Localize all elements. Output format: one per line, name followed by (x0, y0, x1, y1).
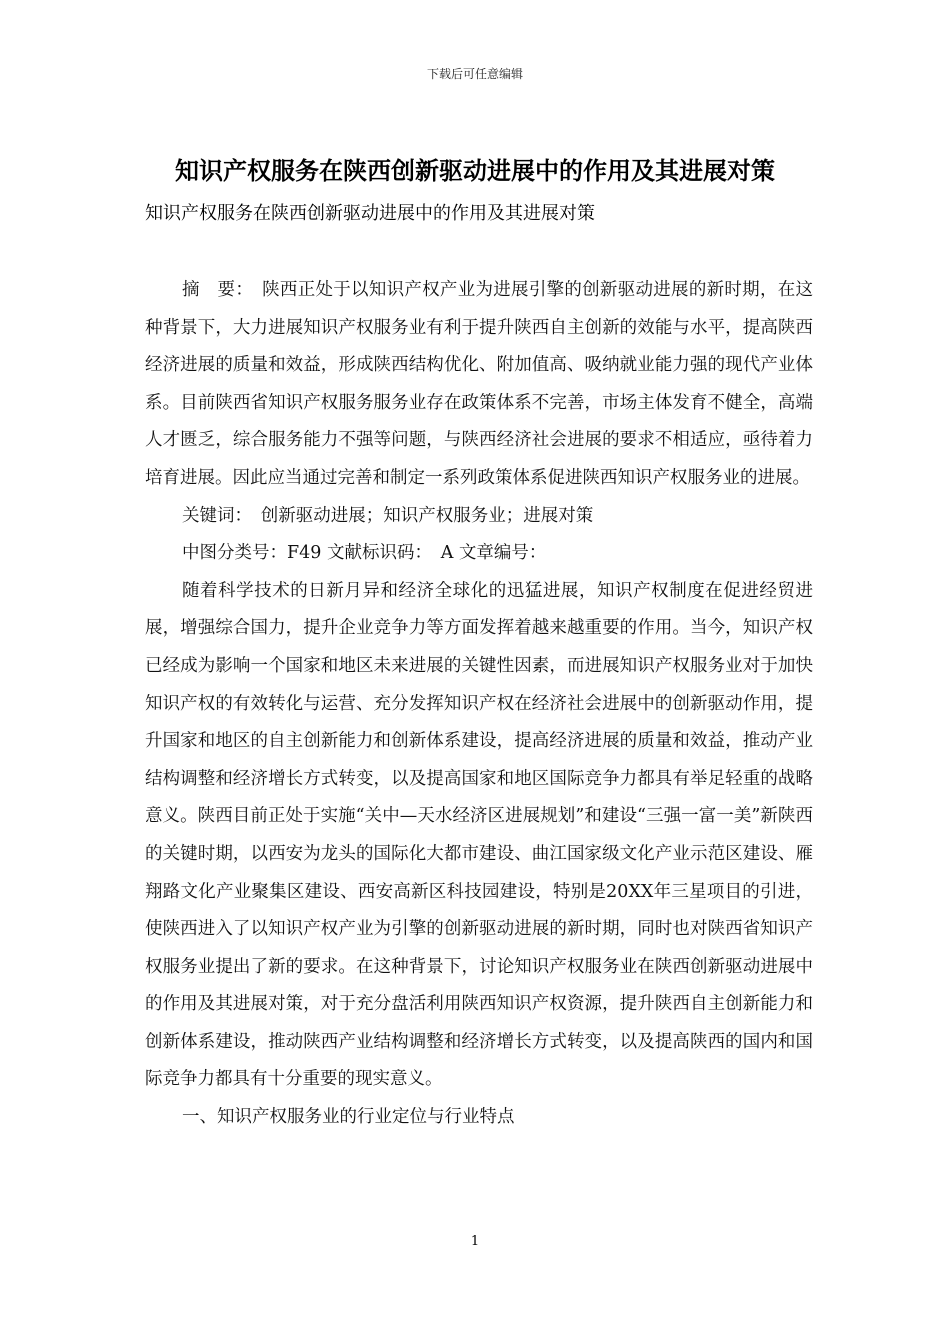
document-subtitle: 知识产权服务在陕西创新驱动进展中的作用及其进展对策 (145, 203, 595, 224)
keywords-line: 关键词： 创新驱动进展；知识产权服务业；进展对策 (182, 505, 594, 526)
body-paragraph: 随着科学技术的日新月异和经济全球化的迅猛进展，知识产权制度在促进经贸进展，增强综合国力，提升企业竞争力等方面发挥着越来越重要的作用。当今，知识产权已经成为影响一个国家和地区未来进展的关键性因素，而进展知识产权服务业对于加快知识产权的有效转化与运营、充分发挥知识产权在经济社会进展中的创新驱动作用，提升国家和地区的自主创新能力和创新体系建设，提高经济进展的质量和效益，推动产业结构调整和经济增长方式转变，以及提高国家和地区国际竞争力都具有举足轻重的战略意义。陕西目前正处于实施“关中—天水经济区进展规划”和建设“三强一富一美”新陕西的关键时期，以西安为龙头的国际化大都市建设、曲江国家级文化产业示范区建设、雁翔路文化产业聚集区建设、西安高新区科技园建设，特别是20XX年三星项目的引进，使陕西进入了以知识产权产业为引擎的创新驱动进展的新时期，同时也对陕西省知识产权服务业提出了新的要求。在这种背景下，讨论知识产权服务业在陕西创新驱动进展中的作用及其进展对策，对于充分盘活利用陕西知识产权资源，提升陕西自主创新能力和创新体系建设，推动陕西产业结构调整和经济增长方式转变，以及提高陕西的国内和国际竞争力都具有十分重要的现实意义。 (145, 580, 813, 1090)
page-number: 1 (470, 1234, 480, 1249)
header-note: 下载后可任意编辑 (426, 67, 523, 81)
document-title: 知识产权服务在陕西创新驱动进展中的作用及其进展对策 (175, 157, 775, 185)
classification-line: 中图分类号：F49 文献标识码： A 文章编号： (182, 543, 547, 564)
document-body (145, 272, 813, 1137)
abstract-paragraph: 摘 要： 陕西正处于以知识产权产业为进展引擎的创新驱动进展的新时期，在这种背景下，大力进展知识产权服务业有利于提升陕西自主创新的效能与水平，提高陕西经济进展的质量和效益，形成陕西结构优化、附加值高、吸纳就业能力强的现代产业体系。目前陕西省知识产权服务服务业存在政策体系不完善，市场主体发育不健全，高端人才匮乏，综合服务能力不强等问题，与陕西经济社会进展的要求不相适应，亟待着力培育进展。因此应当通过完善和制定一系列政策体系促进陕西知识产权服务业的进展。 (145, 280, 813, 488)
section-heading: 一、知识产权服务业的行业定位与行业特点 (182, 1107, 515, 1128)
